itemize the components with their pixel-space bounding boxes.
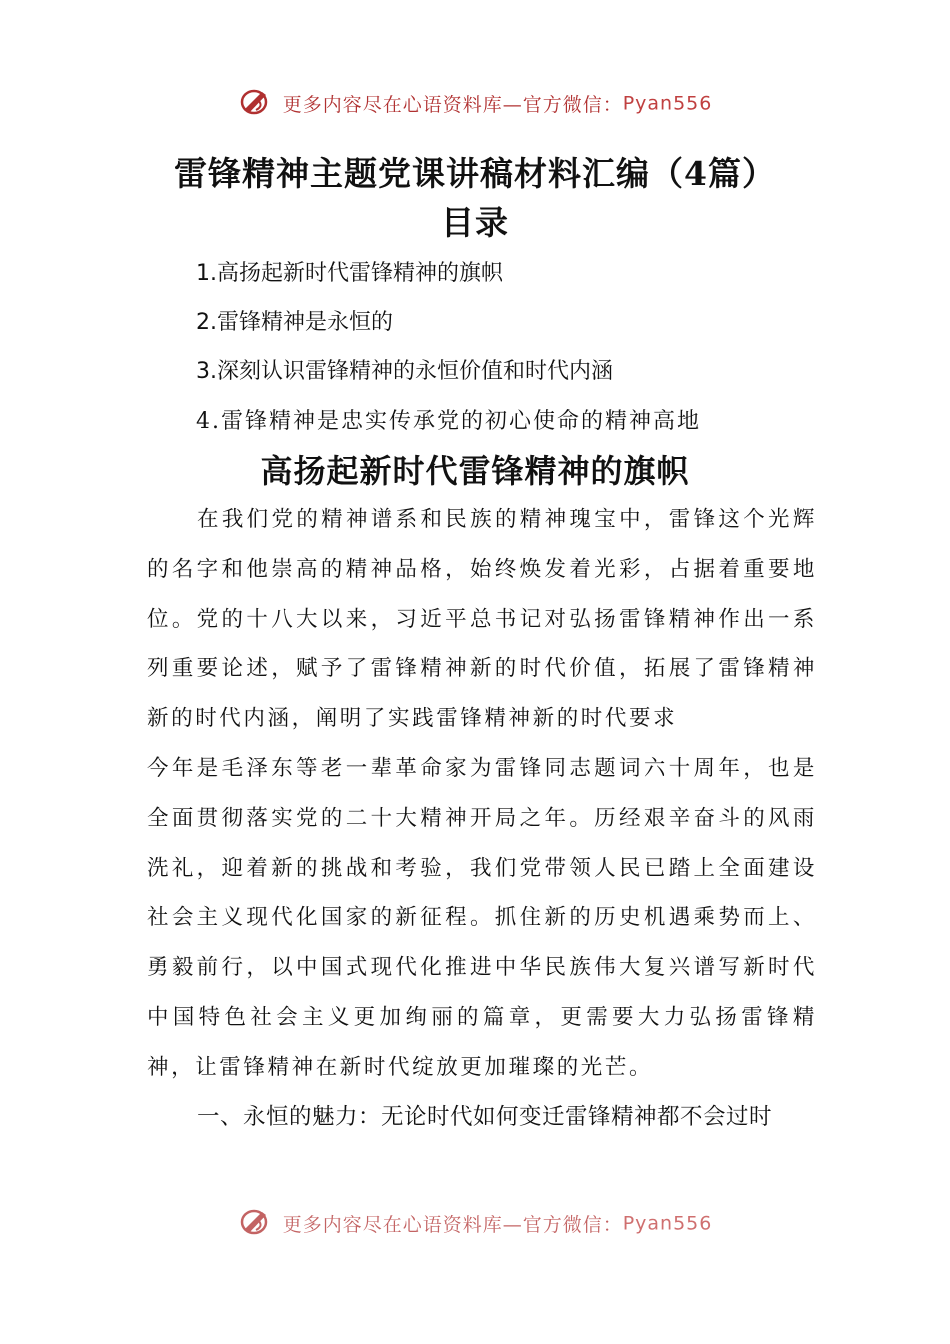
article-heading: 高扬起新时代雷锋精神的旗帜	[260, 452, 690, 490]
watermark-bottom	[0, 1206, 950, 1241]
paragraph-2: 今年是毛泽东等老一辈革命家为雷锋同志题词六十周年，也是全面贯彻落实党的二十大精神开局之年。历经艰辛奋斗的风雨洗礼，迎着新的挑战和考验，我们党带领人民已踏上全面建设社会主义现代化国家的新征程。抓住新的历史机遇乘势而上、勇毅前行，以中国式现代化推进中华民族伟大复兴谱写新时代中国特色社会主义更加绚丽的篇章，更需要大力弘扬雷锋精神，让雷锋精神在新时代绽放更加璀璨的光芒。	[147, 755, 817, 1080]
article-body	[147, 495, 817, 1093]
pen-logo-icon	[238, 86, 272, 121]
paragraph-1: 在我们党的精神谱系和民族的精神瑰宝中，雷锋这个光辉的名字和他崇高的精神品格，始终焕发着光彩，占据着重要地位。党的十八大以来，习近平总书记对弘扬雷锋精神作出一系列重要论述，赋予了雷锋精神新的时代价值，拓展了雷锋精神新的时代内涵，阐明了实践雷锋精神新的时代要求	[147, 507, 817, 732]
watermark-text: 更多内容尽在心语资料库—官方微信：	[282, 94, 623, 116]
document-title: 雷锋精神主题党课讲稿材料汇编（4篇）	[174, 154, 776, 193]
watermark-wechat-id: Pyan556	[622, 1212, 713, 1235]
toc-item-3: 3.深刻认识雷锋精神的永恒价值和时代内涵	[196, 359, 613, 384]
pen-logo-icon	[238, 1206, 272, 1241]
toc-item-2: 2.雷锋精神是永恒的	[196, 310, 393, 335]
toc-heading: 目录	[441, 203, 509, 242]
watermark-wechat-id: Pyan556	[622, 92, 713, 115]
section-heading: 一、永恒的魅力：无论时代如何变迁雷锋精神都不会过时	[197, 1104, 773, 1130]
toc-item-1: 1.高扬起新时代雷锋精神的旗帜	[196, 261, 503, 286]
watermark-top	[0, 86, 950, 121]
watermark-text: 更多内容尽在心语资料库—官方微信：	[282, 1214, 623, 1236]
toc-item-4: 4.雷锋精神是忠实传承党的初心使命的精神高地	[196, 409, 701, 434]
